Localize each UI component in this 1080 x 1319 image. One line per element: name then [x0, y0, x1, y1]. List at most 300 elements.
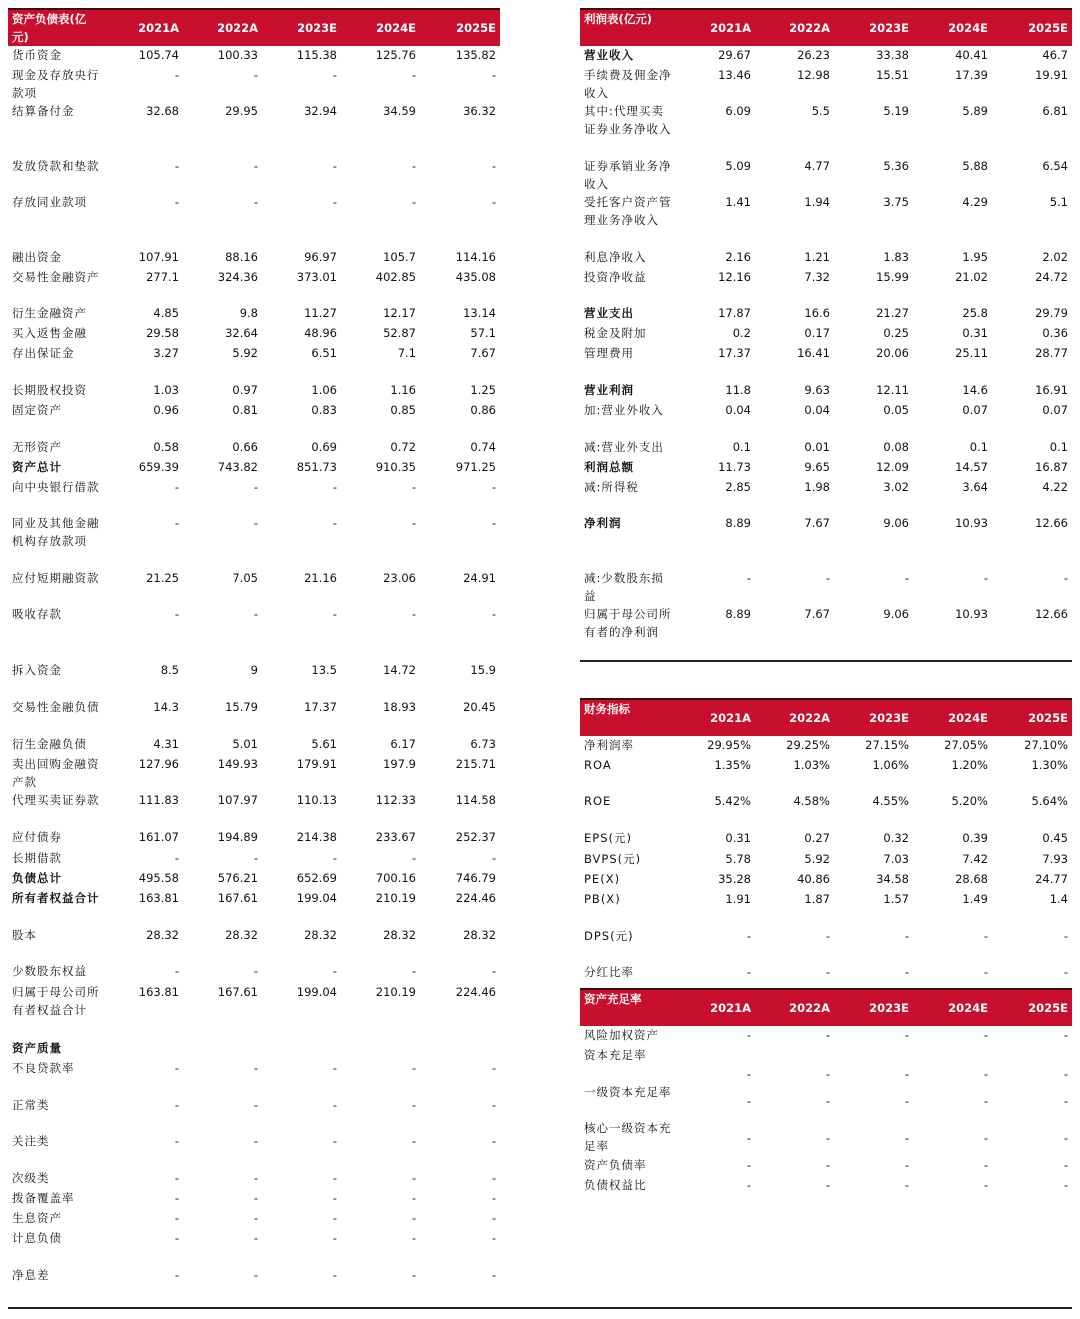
cell-value: 8.89: [725, 607, 751, 621]
cell-value: 15.99: [876, 270, 909, 284]
cell-value: -: [825, 929, 830, 943]
cell-value: 33.38: [876, 48, 909, 62]
cell-value: -: [491, 607, 496, 621]
cell-value: 7.32: [804, 270, 830, 284]
cell-value: 9.06: [883, 607, 909, 621]
cell-value: -: [253, 607, 258, 621]
cell-value: -: [174, 159, 179, 173]
cell-value: 34.59: [383, 104, 416, 118]
cell-value: -: [411, 851, 416, 865]
cell-value: -: [411, 1268, 416, 1282]
row-label: 衍生金融资产: [12, 306, 87, 320]
cell-value: -: [983, 1130, 988, 1145]
year-header: 2024E: [913, 989, 992, 1026]
table-row: [8, 569, 500, 605]
row-label: 手续费及佣金净收入: [584, 68, 672, 100]
cell-value: -: [253, 1191, 258, 1205]
table-row: [8, 478, 500, 514]
row-label: 应付短期融资款: [12, 571, 100, 585]
table-header-row: [580, 699, 1072, 736]
row-label: 拨备覆盖率: [12, 1191, 75, 1205]
row-label: 同业及其他金融机构存放款项: [12, 516, 100, 548]
table-row: [580, 736, 1072, 756]
cell-value: 0.25: [883, 326, 909, 340]
cell-value: 27.05%: [944, 738, 988, 752]
row-label: PE(X): [584, 872, 621, 886]
cell-value: 324.36: [217, 270, 258, 284]
cell-value: 1.30%: [1031, 758, 1068, 772]
cell-value: 14.6: [962, 383, 988, 397]
table-row: [8, 1039, 500, 1059]
cell-value: -: [746, 1028, 751, 1042]
cell-value: 16.6: [804, 306, 830, 320]
row-label: 管理费用: [584, 346, 634, 360]
row-label: 风险加权资产: [584, 1028, 659, 1042]
cell-value: 5.88: [962, 159, 988, 173]
row-label: 净利润: [584, 516, 622, 530]
cell-value: 0.58: [153, 440, 179, 454]
cell-value: 14.72: [383, 663, 416, 677]
cell-value: -: [411, 1171, 416, 1185]
cell-value: -: [491, 516, 496, 530]
table-row: [580, 458, 1072, 478]
cell-value: 5.92: [804, 852, 830, 866]
row-label: 交易性金融资产: [12, 270, 100, 284]
cell-value: 17.39: [955, 68, 988, 82]
cell-value: 135.82: [455, 48, 496, 62]
cell-value: 21.25: [146, 571, 179, 585]
cell-value: -: [904, 1094, 909, 1108]
cell-value: -: [174, 1211, 179, 1225]
row-label: 负债权益比: [584, 1178, 647, 1192]
row-label: 生息资产: [12, 1211, 62, 1225]
cell-value: 12.66: [1035, 516, 1068, 530]
cell-value: 14.3: [153, 700, 179, 714]
table-row: [8, 869, 500, 889]
table-header-row: [580, 989, 1072, 1026]
cell-value: 9.63: [804, 383, 830, 397]
cell-value: 5.78: [725, 852, 751, 866]
cell-value: 0.97: [232, 383, 258, 397]
table-row: [8, 983, 500, 1039]
row-label: 交易性金融负债: [12, 700, 100, 714]
cell-value: -: [904, 929, 909, 943]
table-row: [8, 926, 500, 962]
cell-value: 1.87: [804, 892, 830, 906]
cell-value: 114.16: [455, 250, 496, 264]
cell-value: 1.25: [470, 383, 496, 397]
cell-value: 0.1: [1049, 440, 1068, 454]
cell-value: 1.98: [804, 480, 830, 494]
table-row: [8, 157, 500, 193]
cell-value: -: [174, 1268, 179, 1282]
cell-value: -: [411, 1191, 416, 1205]
cell-value: 1.95: [962, 250, 988, 264]
cell-value: 167.61: [217, 891, 258, 905]
cell-value: 1.03: [153, 383, 179, 397]
balance-sheet-table: [8, 8, 500, 1292]
cell-value: -: [825, 571, 830, 585]
cell-value: -: [746, 1094, 751, 1108]
cell-value: -: [253, 516, 258, 530]
cell-value: -: [904, 1028, 909, 1042]
cell-value: -: [332, 1231, 337, 1245]
cell-value: 197.9: [383, 757, 416, 771]
cell-value: 10.93: [955, 607, 988, 621]
cell-value: 7.93: [1042, 852, 1068, 866]
cell-value: 4.85: [153, 306, 179, 320]
cell-value: 23.06: [383, 571, 416, 585]
row-label: 分红比率: [584, 965, 634, 979]
table-row: [580, 569, 1072, 605]
year-header: 2021A: [676, 699, 755, 736]
cell-value: -: [332, 1191, 337, 1205]
row-label: 拆入资金: [12, 663, 62, 677]
table-row: [580, 248, 1072, 268]
cell-value: 5.5: [811, 104, 830, 118]
table-row: [580, 438, 1072, 458]
table-row: [8, 1229, 500, 1266]
cell-value: -: [174, 1061, 179, 1075]
cell-value: 125.76: [375, 48, 416, 62]
table-row: [580, 46, 1072, 66]
table-row: [580, 381, 1072, 401]
cell-value: 0.2: [732, 326, 751, 340]
table-row: [8, 889, 500, 926]
cell-value: -: [411, 1098, 416, 1112]
table-row: [8, 962, 500, 983]
cell-value: -: [253, 1134, 258, 1148]
cell-value: 13.14: [463, 306, 496, 320]
cell-value: 161.07: [138, 830, 179, 844]
cell-value: 1.03%: [793, 758, 830, 772]
cell-value: -: [825, 1130, 830, 1145]
cell-value: 7.67: [470, 346, 496, 360]
row-label: 长期股权投资: [12, 383, 87, 397]
cell-value: 15.79: [225, 700, 258, 714]
row-label: 所有者权益合计: [12, 891, 100, 905]
cell-value: 167.61: [217, 985, 258, 999]
cell-value: -: [253, 195, 258, 209]
cell-value: 29.67: [718, 48, 751, 62]
cell-value: 1.06%: [872, 758, 909, 772]
cell-value: 746.79: [455, 871, 496, 885]
cell-value: 163.81: [138, 985, 179, 999]
page-bottom-rule: [8, 1307, 1072, 1309]
cell-value: -: [904, 1158, 909, 1172]
table-row: [580, 102, 1072, 157]
table-title: 利润表(亿元): [580, 9, 676, 46]
table-row: [8, 1132, 500, 1169]
row-label: 计息负债: [12, 1231, 62, 1245]
cell-value: 96.97: [304, 250, 337, 264]
cell-value: -: [746, 1158, 751, 1172]
table-row: [580, 829, 1072, 850]
cell-value: -: [746, 1067, 751, 1081]
cell-value: 27.15%: [865, 738, 909, 752]
table-row: [580, 304, 1072, 324]
cell-value: 9.65: [804, 460, 830, 474]
year-header: 2022A: [755, 699, 834, 736]
row-label: 少数股东权益: [12, 964, 87, 978]
table-row: [580, 1176, 1072, 1196]
table-row: [8, 401, 500, 438]
cell-value: -: [1063, 571, 1068, 585]
cell-value: 21.27: [876, 306, 909, 320]
cell-value: -: [174, 607, 179, 621]
cell-value: -: [253, 480, 258, 494]
table-row: [8, 1096, 500, 1132]
cell-value: 105.74: [138, 48, 179, 62]
cell-value: 24.72: [1035, 270, 1068, 284]
cell-value: 402.85: [375, 270, 416, 284]
cell-value: 13.5: [311, 663, 337, 677]
table-row: [580, 268, 1072, 304]
row-label: 资产质量: [12, 1041, 62, 1055]
table-title: 资产充足率: [580, 989, 676, 1026]
row-label: 净利润率: [584, 738, 634, 752]
cell-value: -: [746, 929, 751, 943]
cell-value: 495.58: [138, 871, 179, 885]
table-row: [580, 66, 1072, 102]
table-row: [580, 193, 1072, 248]
cell-value: -: [491, 1171, 496, 1185]
cell-value: 5.42%: [714, 794, 751, 808]
row-label: 结算备付金: [12, 104, 75, 118]
cell-value: -: [491, 1231, 496, 1245]
cell-value: 18.93: [383, 700, 416, 714]
cell-value: -: [904, 1130, 909, 1145]
cell-value: 7.05: [232, 571, 258, 585]
cell-value: 24.77: [1035, 872, 1068, 886]
table-row: [580, 927, 1072, 963]
cell-value: 5.20%: [951, 794, 988, 808]
row-label: 固定资产: [12, 403, 62, 417]
row-label: PB(X): [584, 892, 621, 906]
row-label: 存出保证金: [12, 346, 75, 360]
table-row: [8, 1059, 500, 1096]
row-label: 应付债券: [12, 830, 62, 844]
cell-value: 576.21: [217, 871, 258, 885]
cell-value: 1.06: [311, 383, 337, 397]
cell-value: -: [491, 1061, 496, 1075]
row-label: 买入返售金融: [12, 326, 87, 340]
table-row: [8, 46, 500, 66]
cell-value: 1.49: [962, 892, 988, 906]
cell-value: -: [411, 964, 416, 978]
table-row: [580, 1083, 1072, 1119]
row-label: 其中:代理买卖证券业务净收入: [584, 104, 672, 136]
cell-value: 11.8: [725, 383, 751, 397]
cell-value: 32.64: [225, 326, 258, 340]
year-header: 2025E: [992, 9, 1072, 46]
cell-value: -: [491, 68, 496, 82]
cell-value: 0.07: [1042, 403, 1068, 417]
row-label: 衍生金融负债: [12, 737, 87, 751]
table-row: [580, 1156, 1072, 1176]
cell-value: 88.16: [225, 250, 258, 264]
cell-value: 0.83: [311, 403, 337, 417]
cell-value: -: [253, 68, 258, 82]
cell-value: -: [983, 929, 988, 943]
cell-value: 1.57: [883, 892, 909, 906]
cell-value: 0.1: [969, 440, 988, 454]
row-label: 货币资金: [12, 48, 62, 62]
cell-value: -: [1063, 1094, 1068, 1108]
cell-value: 0.69: [311, 440, 337, 454]
row-label: 利润总额: [584, 460, 634, 474]
row-label: 负债总计: [12, 871, 62, 885]
cell-value: -: [332, 1061, 337, 1075]
cell-value: 111.83: [138, 793, 179, 807]
table-row: [580, 401, 1072, 438]
cell-value: -: [253, 964, 258, 978]
table-row: [8, 248, 500, 268]
cell-value: 194.89: [217, 830, 258, 844]
row-label: 营业支出: [584, 306, 634, 320]
cell-value: -: [174, 1231, 179, 1245]
table-row: [580, 1119, 1072, 1156]
cell-value: 7.42: [962, 852, 988, 866]
cell-value: 215.71: [455, 757, 496, 771]
cell-value: -: [746, 1130, 751, 1145]
cell-value: 1.20%: [951, 758, 988, 772]
cell-value: -: [491, 195, 496, 209]
cell-value: 0.31: [725, 831, 751, 845]
row-label: ROE: [584, 794, 612, 808]
cell-value: -: [491, 1191, 496, 1205]
year-header: 2021A: [104, 9, 183, 46]
cell-value: -: [411, 195, 416, 209]
row-label: 税金及附加: [584, 326, 647, 340]
table-row: [8, 698, 500, 735]
cell-value: -: [253, 1231, 258, 1245]
cell-value: 0.72: [390, 440, 416, 454]
cell-value: -: [332, 516, 337, 530]
table-row: [580, 157, 1072, 193]
table-row: [580, 1046, 1072, 1083]
cell-value: -: [411, 1211, 416, 1225]
cell-value: 6.17: [390, 737, 416, 751]
cell-value: 0.39: [962, 831, 988, 845]
table-row: [8, 755, 500, 791]
cell-value: 32.68: [146, 104, 179, 118]
row-label: BVPS(元): [584, 852, 642, 866]
year-header: 2023E: [834, 9, 913, 46]
cell-value: 5.19: [883, 104, 909, 118]
cell-value: -: [746, 571, 751, 585]
cell-value: 5.01: [232, 737, 258, 751]
cell-value: 11.73: [718, 460, 751, 474]
year-header: 2022A: [755, 989, 834, 1026]
cell-value: -: [491, 851, 496, 865]
cell-value: 224.46: [455, 891, 496, 905]
cell-value: 8.5: [160, 663, 179, 677]
cell-value: -: [904, 965, 909, 979]
cell-value: 1.83: [883, 250, 909, 264]
cell-value: -: [1063, 1067, 1068, 1081]
cell-value: 20.45: [463, 700, 496, 714]
capital-adequacy-panel: [580, 988, 1072, 1196]
row-label: 股本: [12, 928, 37, 942]
cell-value: 5.89: [962, 104, 988, 118]
cell-value: 9.8: [239, 306, 258, 320]
cell-value: -: [983, 1067, 988, 1081]
cell-value: 5.1: [1049, 195, 1068, 209]
cell-value: 6.09: [725, 104, 751, 118]
cell-value: 40.86: [797, 872, 830, 886]
cell-value: -: [1063, 1028, 1068, 1042]
table-row: [8, 1209, 500, 1229]
year-header: 2022A: [183, 9, 262, 46]
cell-value: 5.09: [725, 159, 751, 173]
income-bottom-rule: [580, 660, 1072, 662]
financial-indicators-table: [580, 698, 1072, 984]
cell-value: 0.45: [1042, 831, 1068, 845]
row-label: 投资净收益: [584, 270, 647, 284]
row-label: 不良贷款率: [12, 1061, 75, 1075]
cell-value: [420, 1039, 500, 1059]
table-row: [580, 756, 1072, 792]
table-row: [580, 870, 1072, 890]
cell-value: 1.94: [804, 195, 830, 209]
cell-value: 4.22: [1042, 480, 1068, 494]
cell-value: 233.67: [375, 830, 416, 844]
cell-value: 4.55%: [872, 794, 909, 808]
cell-value: 28.32: [383, 928, 416, 942]
cell-value: 9: [250, 663, 258, 677]
cell-value: 700.16: [375, 871, 416, 885]
cell-value: -: [491, 1268, 496, 1282]
table-row: [580, 605, 1072, 661]
cell-value: -: [332, 964, 337, 978]
cell-value: 24.91: [463, 571, 496, 585]
row-label: 资产负债率: [584, 1158, 647, 1172]
row-label: EPS(元): [584, 831, 632, 845]
cell-value: -: [174, 195, 179, 209]
table-header-row: [8, 9, 500, 46]
cell-value: 52.87: [383, 326, 416, 340]
cell-value: 17.37: [304, 700, 337, 714]
row-label: 归属于母公司所有者的净利润: [584, 607, 672, 639]
cell-value: -: [411, 516, 416, 530]
row-label: 一级资本充足率: [584, 1085, 672, 1099]
year-header: 2024E: [913, 9, 992, 46]
income-statement-table: [580, 8, 1072, 661]
row-label: 受托客户资产管理业务净收入: [584, 195, 672, 227]
cell-value: 17.87: [718, 306, 751, 320]
table-row: [580, 963, 1072, 984]
table-row: [8, 661, 500, 698]
cell-value: -: [983, 965, 988, 979]
cell-value: 7.67: [804, 516, 830, 530]
row-label: 卖出回购金融资产款: [12, 757, 100, 789]
cell-value: 224.46: [455, 985, 496, 999]
table-title: 资产负债表(亿元): [8, 9, 104, 46]
cell-value: 20.06: [876, 346, 909, 360]
cell-value: 6.73: [470, 737, 496, 751]
cell-value: 29.58: [146, 326, 179, 340]
cell-value: 0.66: [232, 440, 258, 454]
cell-value: 3.27: [153, 346, 179, 360]
cell-value: 8.89: [725, 516, 751, 530]
table-row: [8, 324, 500, 344]
cell-value: 2.16: [725, 250, 751, 264]
cell-value: -: [411, 68, 416, 82]
table-header-row: [580, 9, 1072, 46]
cell-value: 910.35: [375, 460, 416, 474]
cell-value: 4.77: [804, 159, 830, 173]
